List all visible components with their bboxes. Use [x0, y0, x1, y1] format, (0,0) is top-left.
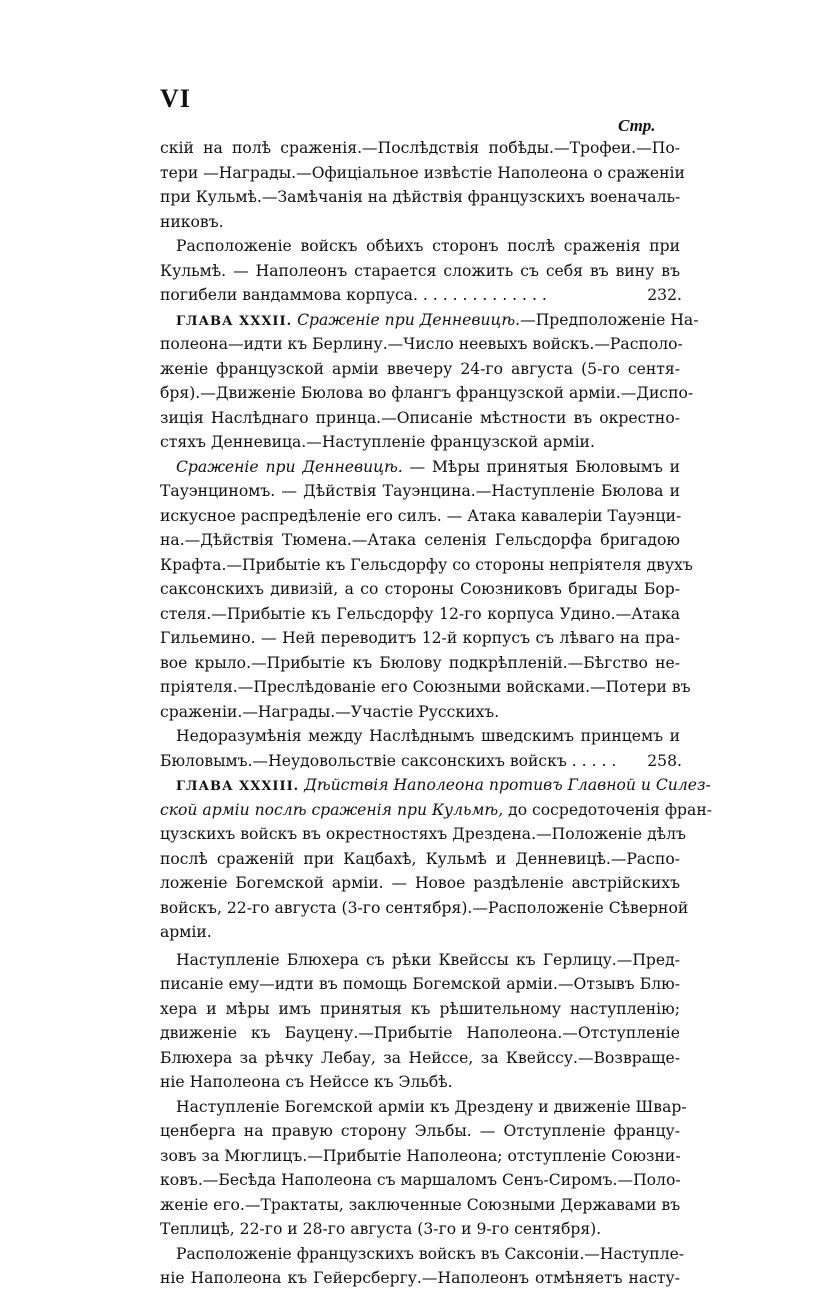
toc-line: пріятеля.—Преслѣдованіе его Союзными войсками.—Потери въ	[160, 678, 691, 696]
toc-line: тери —Награды.—Офиціальное извѣстіе Наполеона о сраженіи	[160, 163, 685, 182]
toc-line: вое крыло.—Прибытіе къ Бюлову подкрѣпленій.—Бѣгство не-	[160, 653, 680, 672]
chapter-heading-line	[160, 308, 699, 333]
toc-line: на.—Дѣйствія Тюмена.—Атака селенія Гельсдорфа бригадою	[160, 531, 680, 549]
chapter-heading-line	[160, 773, 711, 798]
toc-line: Блюхера за рѣчку Лебау, за Нейссе, за Квейссу.—Возвраще-	[160, 1048, 680, 1067]
toc-line: ложеніе Богемской арміи. — Новое раздѣленіе австрійскихъ	[160, 874, 680, 892]
toc-line: хера и мѣры имъ принятыя къ рѣшительному наступленію;	[160, 999, 680, 1018]
toc-subheading-line	[160, 455, 680, 480]
toc-line: до сосредоточенія фран-	[503, 800, 712, 819]
toc-line: движеніе къ Бауцену.—Прибытіе Наполеона.—Отступленіе	[160, 1024, 680, 1042]
toc-line: женіе его.—Трактаты, заключенные Союзными Державами въ	[160, 1195, 681, 1214]
toc-line: бря).—Движеніе Бюлова во флангъ французской арміи.—Диспо-	[160, 384, 694, 402]
chapter-number: ГЛАВА XXXII.	[176, 313, 293, 329]
chapter-title: Сраженіе при Денневицѣ.	[297, 310, 521, 329]
toc-line: зиція Наслѣднаго принца.—Описаніе мѣстности въ окрестно-	[160, 408, 680, 427]
toc-line: Недоразумѣнія между Наслѣднымъ шведскимъ принцемъ и	[176, 727, 680, 745]
toc-line: Наступленіе Блюхера съ рѣки Квейссы къ Герлицу.—Пред-	[176, 950, 680, 969]
toc-line: Кульмѣ. — Наполеонъ старается сложить съ себя въ вину въ	[160, 261, 680, 280]
toc-line: зовъ за Мюглицъ.—Прибытіе Наполеона; отступленіе Союзни-	[160, 1146, 681, 1165]
toc-line: искусное распредѣленіе его силъ. — Атака кавалеріи Тауэнци-	[160, 506, 682, 525]
toc-line: — Мѣры принятыя Бюловымъ и	[402, 457, 681, 476]
toc-line: полеона—идти къ Берлину.—Число неевыхъ войскъ.—Располо-	[160, 335, 683, 353]
toc-line: Тауэнциномъ. — Дѣйствія Тауэнцина.—Наступленіе Бюлова и	[160, 482, 680, 500]
toc-line: Наступленіе Богемской арміи къ Дрездену и движеніе Швар-	[176, 1097, 687, 1116]
toc-line: погибели вандаммова корпуса. . . . . . . . . . . . . .	[160, 286, 547, 304]
toc-line: стяхъ Денневица.—Наступленіе французской арміи.	[160, 433, 595, 451]
subheading-title: Сраженіе при Денневицѣ.	[176, 457, 403, 476]
toc-line: Расположеніе французскихъ войскъ въ Саксоніи.—Наступле-	[176, 1244, 685, 1263]
toc-entry-with-page	[160, 749, 680, 774]
toc-line: при Кульмѣ.—Замѣчанія на дѣйствія французскихъ военачаль-	[160, 188, 681, 206]
chapter-number: ГЛАВА XXXIII.	[176, 779, 300, 794]
toc-line: сраженіи.—Награды.—Участіе Русскихъ.	[160, 702, 500, 721]
page-column-label: Стр.	[618, 116, 656, 135]
chapter-heading-line	[160, 798, 712, 823]
chapter-title: Дѣйствія Наполеона противъ Главной и Силез-	[304, 776, 711, 794]
toc-line: войскъ, 22-го августа (3-го сентября).—Расположеніе Сѣверной	[160, 898, 689, 917]
toc-entry-with-page	[160, 283, 680, 308]
toc-line: послѣ сраженій при Кацбахѣ, Кульмѣ и Денневицѣ.—Распо-	[160, 849, 680, 868]
toc-line: ковъ.—Бесѣда Наполеона съ маршаломъ Сенъ-Сиромъ.—Поло-	[160, 1171, 681, 1189]
toc-line: саксонскихъ дивизій, а со стороны Союзниковъ бригады Бор-	[160, 580, 680, 598]
toc-line: Бюловымъ.—Неудовольствіе саксонскихъ войскъ . . . . .	[160, 751, 617, 770]
chapter-title: ской арміи послѣ сраженія при Кульмѣ,	[160, 800, 504, 819]
page-number: VI	[160, 84, 191, 113]
table-of-contents	[160, 136, 712, 1291]
toc-line: стеля.—Прибытіе къ Гельсдорфу 12-го корпуса Удино.—Атака	[160, 604, 680, 623]
toc-line: ценберга на правую сторону Эльбы. — Отступленіе францу-	[160, 1122, 680, 1140]
toc-line: никовъ.	[160, 212, 224, 231]
toc-line: Гильемино. — Ней переводитъ 12-й корпусъ съ лѣваго на пра-	[160, 629, 680, 647]
toc-line: цузскихъ войскъ въ окрестностяхъ Дрездена.—Положеніе дѣлъ	[160, 825, 686, 843]
page-ref: 258.	[647, 751, 682, 770]
toc-line: ніе Наполеона съ Нейссе къ Эльбѣ.	[160, 1073, 453, 1091]
toc-line: скій на полѣ сраженія.—Послѣдствія побѣды.—Трофеи.—По-	[160, 139, 680, 157]
toc-line: Расположеніе войскъ обѣихъ сторонъ послѣ сраженія при	[176, 237, 680, 255]
page-ref: 232.	[647, 286, 682, 304]
toc-line: арміи.	[160, 923, 212, 941]
toc-line: женіе французской арміи ввечеру 24-го августа (5-го сентя-	[160, 359, 680, 378]
toc-line: Крафта.—Прибытіе къ Гельсдорфу со стороны непріятеля двухъ	[160, 555, 693, 574]
toc-line: ніе Наполеона къ Гейерсбергу.—Наполеонъ отмѣняетъ насту-	[160, 1269, 680, 1287]
toc-line: Теплицѣ, 22-го и 28-го августа (3-го и 9-го сентября).	[160, 1220, 602, 1238]
toc-line: —Предположеніе На-	[520, 310, 699, 329]
toc-line: писаніе ему—идти въ помощь Богемской арміи.—Отзывъ Блю-	[160, 975, 680, 993]
